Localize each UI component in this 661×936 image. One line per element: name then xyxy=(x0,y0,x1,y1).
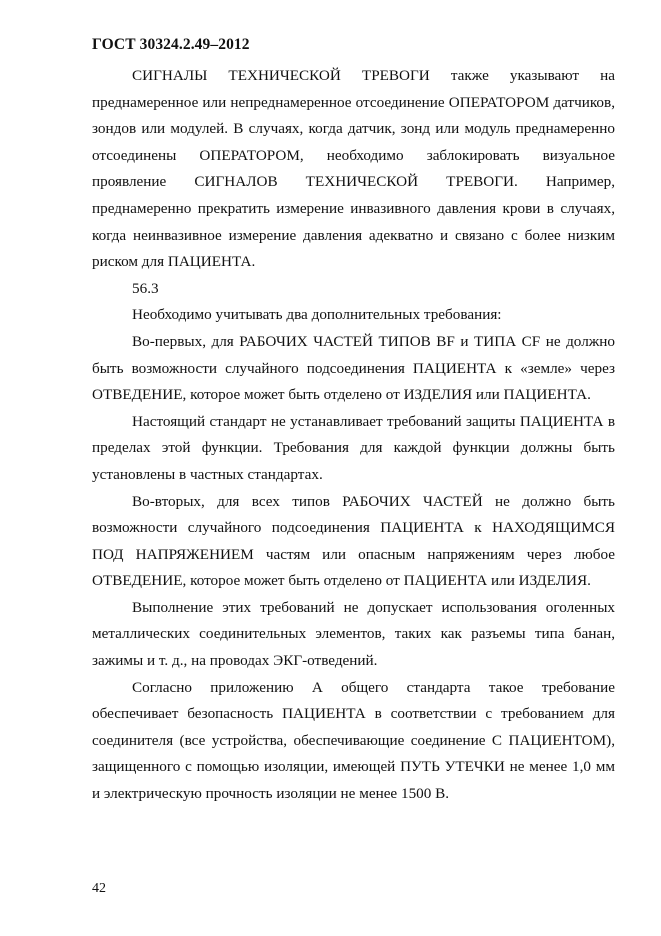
paragraph-second-requirement: Во-вторых, для всех типов РАБОЧИХ ЧАСТЕЙ не должно быть возможности случайного подсоединения ПАЦИЕНТА к НАХОДЯЩИМСЯ ПОД НАПРЯЖЕНИЕМ частям или опасным напряжениям через любое ОТВЕДЕНИЕ, которое может быть отделено от ПАЦИЕНТА или ИЗДЕЛИЯ. xyxy=(92,492,615,590)
paragraph-connector-elements: Выполнение этих требований не допускает использования оголенных металлических соединительных элементов, таких как разъемы типа банан, зажимы и т. д., на проводах ЭКГ-отведений. xyxy=(92,598,615,670)
document-body xyxy=(92,63,615,808)
page-number: 42 xyxy=(92,881,106,896)
paragraph-first-requirement: Во-первых, для РАБОЧИХ ЧАСТЕЙ ТИПОВ BF и ТИПА CF не должно быть возможности случайного подсоединения ПАЦИЕНТА к «земле» через ОТВЕДЕНИЕ, которое может быть отделено от ИЗДЕЛИЯ или ПАЦИЕНТА. xyxy=(92,332,615,404)
section-number: 56.3 xyxy=(132,279,159,297)
paragraph-technical-alarm: СИГНАЛЫ ТЕХНИЧЕСКОЙ ТРЕВОГИ также указывают на преднамеренное или непреднамеренное отсоединение ОПЕРАТОРОМ датчиков, зондов или модулей. В случаях, когда датчик, зонд или модуль преднамеренно отсоединены ОПЕРАТОРОМ, необходимо заблокировать визуальное проявление СИГНАЛОВ ТЕХНИЧЕСКОЙ ТРЕВОГИ. Например, преднамеренно прекратить измерение инвазивного давления крови в случаях, когда неинвазивное измерение давления адекватно и связано с более низким риском для ПАЦИЕНТА. xyxy=(92,67,615,271)
paragraph-annex-a: Согласно приложению А общего стандарта такое требование обеспечивает безопасность ПАЦИЕНТА в соответствии с требованием для соединителя (все устройства, обеспечивающие соединение С ПАЦИЕНТОМ), защищенного с помощью изоляции, имеющей ПУТЬ УТЕЧКИ не менее 1,0 мм и электрическую прочность изоляции не менее 1500 В. xyxy=(92,678,615,803)
paragraph-two-requirements: Необходимо учитывать два дополнительных требования: xyxy=(132,306,502,324)
paragraph-standard-scope: Настоящий стандарт не устанавливает требований защиты ПАЦИЕНТА в пределах этой функции. Требования для каждой функции должны быть установлены в частных стандартах. xyxy=(92,412,615,483)
document-header: ГОСТ 30324.2.49–2012 xyxy=(92,36,250,53)
